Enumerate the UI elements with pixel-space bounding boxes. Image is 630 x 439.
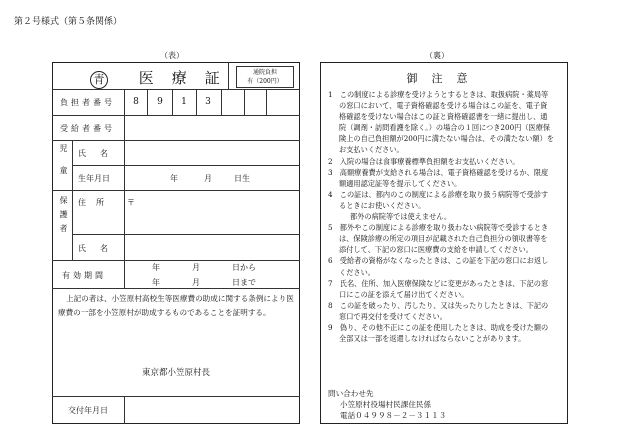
copay-badge-line1: 通院負担: [252, 69, 277, 76]
contact-label: 問い合わせ先: [328, 389, 374, 398]
note-item: 7 氏名、住所、加入医療保険などに変更があったときは、下記の窓口にこの証を添えて届け出てください。: [328, 278, 549, 299]
blue-card-mark: 青: [90, 71, 108, 89]
valid-to-day: 日まで: [232, 278, 256, 287]
payer-number-label: 負担者番号: [60, 98, 115, 107]
contact-block: [328, 388, 446, 421]
note-subline: 都外の病院等では使えません。: [350, 212, 452, 222]
child-label: 児童: [59, 144, 68, 188]
recipient-number-label: 受給者番号: [60, 124, 115, 133]
child-name-label: 氏名: [78, 149, 122, 158]
front-title: [90, 67, 238, 89]
note-item: 3 高額療養費が支給される場合は、電子資格確認を受けるか、限度額適用認定証等を提示してください。: [328, 167, 549, 188]
notes-list: [328, 89, 554, 344]
back-title: 御注意: [406, 72, 482, 85]
copay-badge-line2: 有（200円）: [247, 78, 283, 85]
address-label: 住所: [78, 198, 114, 207]
dob-label: 生年月日: [78, 174, 110, 183]
contact-phone: 電話０４９９８－２－３１１３: [340, 411, 447, 420]
note-item: 2 入院の場合は食事療養標準負担額をお支払いください。: [328, 156, 520, 166]
note-item: 8 この証を破ったり、汚したり、又は失ったりしたときは、下記の窓口で再交付を受けてください。: [328, 300, 549, 321]
issuer-name: 東京都小笠原村長: [141, 368, 210, 378]
front-side-label: （表）: [160, 51, 184, 60]
guardian-name-label: 氏名: [78, 244, 122, 253]
form-number: 第２号様式（第５条関係）: [14, 17, 123, 27]
valid-to-year: 年: [152, 278, 160, 287]
guardian-label: 保護者: [59, 196, 68, 238]
dob-month: 月: [204, 174, 212, 183]
payer-digit: 8: [133, 97, 139, 107]
valid-from-day: 日から: [232, 263, 256, 272]
certification-statement: 上記の者は、小笠原村高校生等医療費の助成に関する条例により医療費の一部を小笠原村が助成するものであることを証明する。: [58, 294, 294, 317]
copay-badge: [236, 66, 294, 88]
payer-digit: 3: [205, 97, 211, 107]
postal-mark: 〒: [127, 198, 135, 207]
back-side-label: （裏）: [425, 51, 449, 60]
note-item: 6 受給者の資格がなくなったときは、この証を下記の窓口にお返しください。: [328, 256, 549, 277]
title-text: 医療証: [138, 69, 238, 87]
note-item: 9 偽り、その他不正にこの証を使用したときは、助成を受けた額の全部又は一部を返還しなければならないことがあります。: [328, 322, 549, 344]
valid-to-month: 月: [192, 278, 200, 287]
valid-from-month: 月: [192, 263, 200, 272]
issue-date-label: 交付年月日: [68, 406, 108, 415]
valid-from-year: 年: [152, 263, 160, 272]
dob-day: 日生: [234, 174, 250, 183]
note-item: 5 都外やこの制度による診療を取り扱わない病院等で受診するときは、保険診療の所定の項目が記載された自己負担分の領収書等を添付して、下記の窓口に医療費の支給を申請してください。: [328, 223, 549, 255]
payer-digit: 1: [181, 97, 187, 107]
note-item: 1 この制度による診療を受けようとするときは、取扱病院・薬局等の窓口において、電子資格確認を受ける場合はこの証を、電子資格確認を受けない場合はこの証と資格確認書を一緒に提出し、通院（調剤・訪問看護を除く。）の場合の１回につき200円（医療保険上の自己負担額が200円に満たない場合は、その満たない額）をお支払いください。: [328, 90, 554, 155]
contact-office: 小笠原村役場村民課住民係: [340, 400, 432, 409]
validity-label: 有効期間: [62, 271, 106, 280]
note-item: 4 この証は、都内のこの制度による診療を取り扱う病院等で受診するときにお使いください。: [328, 189, 549, 210]
dob-year: 年: [170, 174, 178, 183]
payer-digit: 9: [157, 97, 163, 107]
